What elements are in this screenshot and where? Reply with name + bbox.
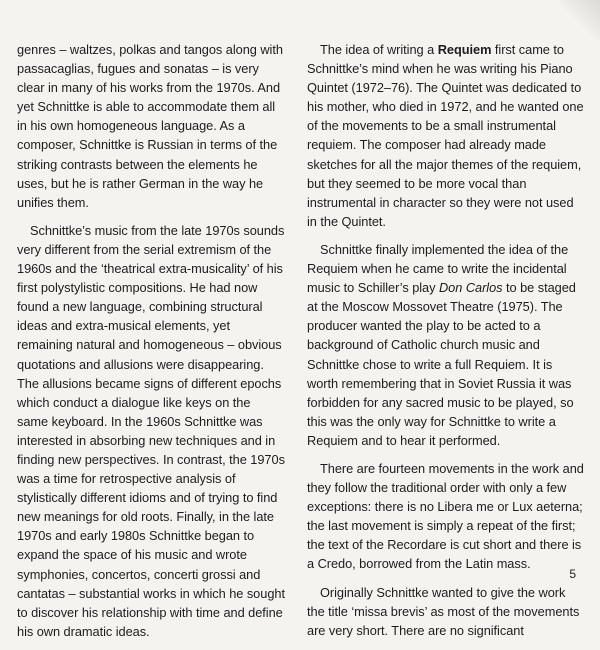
paragraph: genres – waltzes, polkas and tangos along with passacaglias, fugues and sonatas – is very clear in many of his works from the 1970s. And yet Schnittke is able to accommodate them all in his own homogeneous language. As a composer, Schnittke is Russian in terms of the striking contrasts between the elements he uses, but he is rather German in the way he unifies them.	[17, 42, 283, 210]
requiem-bold-term: Requiem	[437, 42, 492, 57]
paragraph	[307, 40, 584, 231]
page-corner-shadow	[560, 0, 600, 40]
right-text-column	[307, 40, 584, 649]
paragraph: Originally Schnittke wanted to give the work the title ‘missa brevis’ as most of the movements are very short. There are no significant	[307, 584, 580, 638]
paragraph-text: The idea of writing a	[320, 42, 438, 57]
paragraph: Schnittke’s music from the late 1970s sounds very different from the serial extremism of the 1960s and the ‘theatrical extra-musicality’ of his first polystylistic compositions. He had now found a new language, combining structural ideas and extra-musical elements, yet remaining natural and homogeneous – obvious quotations and allusions were disappearing. The allusions became signs of different epochs which conduct a dialogue like keys on the same keyboard. In the 1960s Schnittke was interested in absorbing new techniques and in finding new perspectives. In contrast, the 1970s was a time for retrospective analysis of stylistically different idioms and of trying to find new meanings for old roots. Finally, in the late 1970s and early 1980s Schnittke began to expand the space of his music and wrote symphonies, concertos, concerti grossi and cantatas – substantial works in which he sought to discover his relationship with time and define his own dramatic ideas.	[17, 222, 285, 639]
paragraph-text: first came to Schnittke’s mind when he was writing his Piano Quintet (1972–76). The Quintet was dedicated to his mother, who died in 1972, and he wanted one of the movements to be a small instrumental requiem. The composer had already made sketches for all the major themes of the requiem, but they seemed to be more vocal than instrumental in character so they were not used in the Quintet.	[307, 42, 584, 229]
paragraph: There are fourteen movements in the work and they follow the traditional order with only a few exceptions: there is no Libera me or Lux aeterna; the last movement is simply a repeat of the first; the text of the Recordare is cut short and there is a Credo, borrowed from the Latin mass.	[307, 460, 584, 572]
paragraph-text: to be staged at the Moscow Mossovet Theatre (1975). The producer wanted the play to be acted to a background of Catholic church music and Schnittke chose to write a full Requiem. It is worth remembering that in Soviet Russia it was forbidden for any sacred music to be played, so this was the only way for Schnittke to write a Requiem and to hear it performed.	[307, 280, 576, 448]
page-number: 5	[569, 567, 576, 581]
left-text-column	[17, 40, 285, 650]
paragraph	[307, 240, 584, 450]
play-title-italic: Don Carlos	[438, 280, 503, 296]
paragraph-text: Schnittke finally implemented the idea of the Requiem when he came to write the incidental music to Schiller’s play	[307, 241, 569, 296]
